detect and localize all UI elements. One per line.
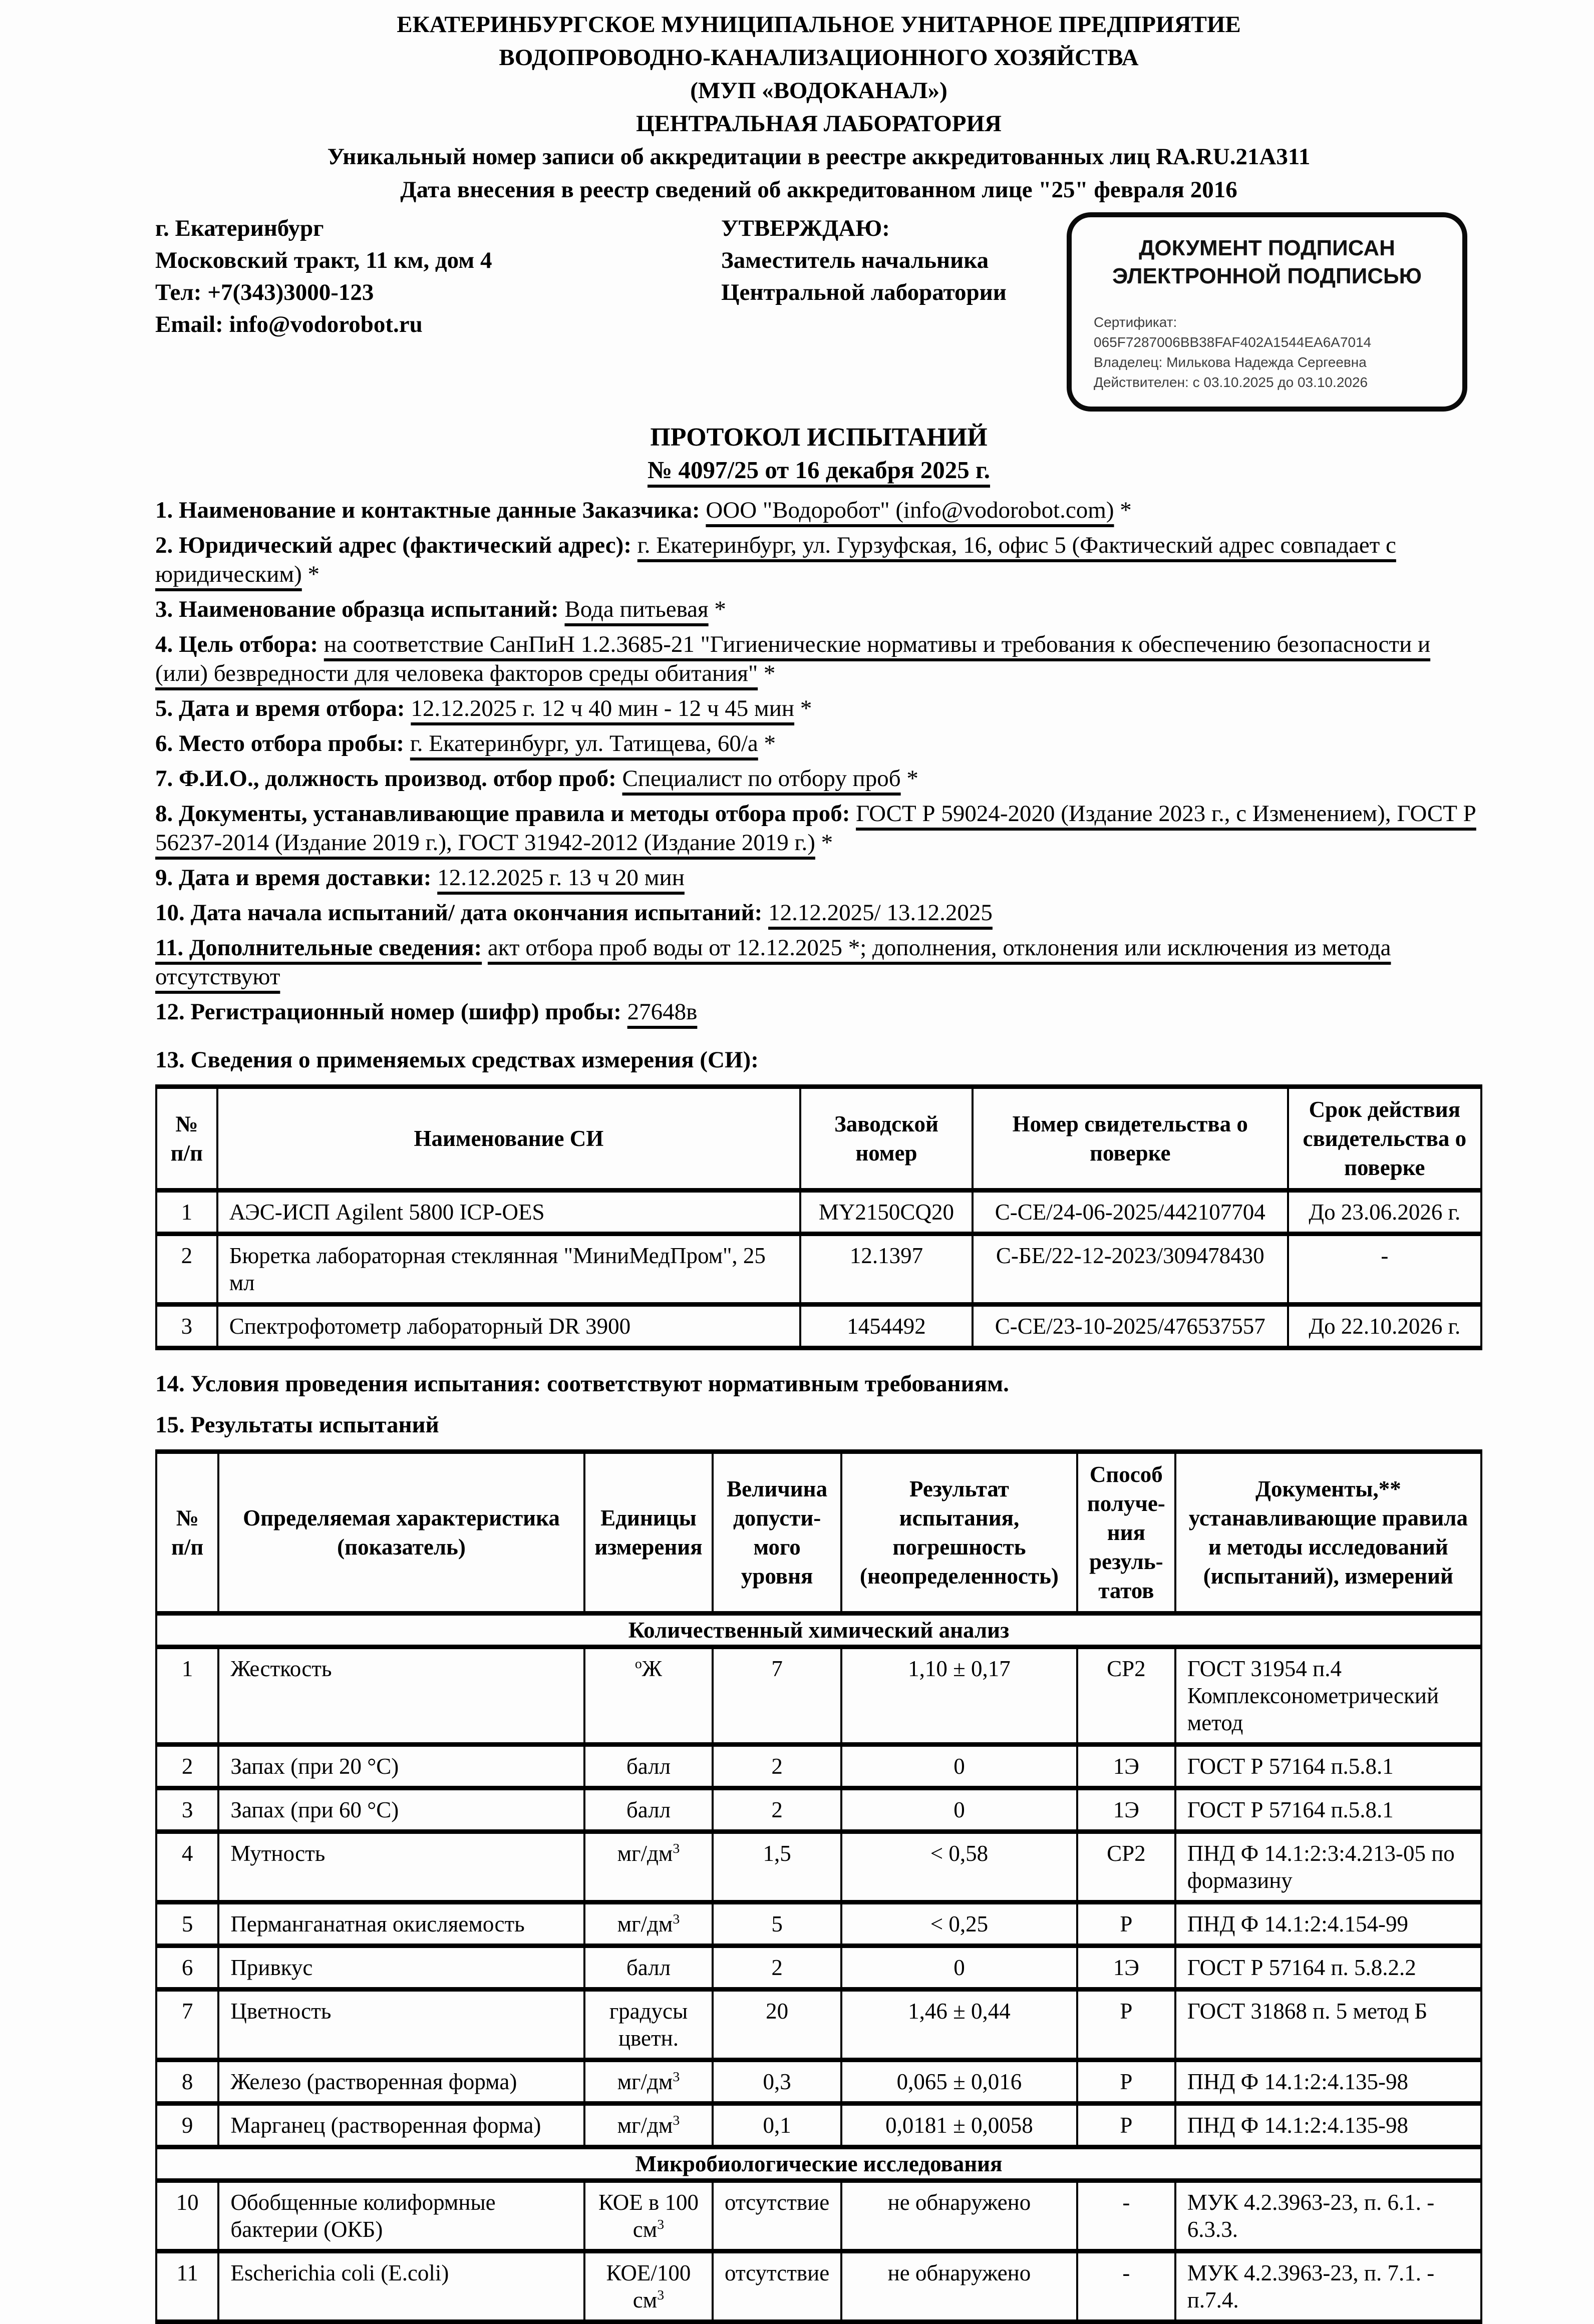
- section-title-chemical: Количественный химический анализ: [156, 1614, 1481, 1647]
- cell-characteristic: Запах (при 20 °С): [218, 1745, 584, 1788]
- cell-num: 8: [156, 2060, 218, 2104]
- cell-unit: балл: [584, 1946, 713, 1990]
- cell-cert-term: До 22.10.2026 г.: [1288, 1305, 1481, 1348]
- item-label: 11. Дополнительные сведения:: [155, 935, 482, 961]
- org-name-line-3: (МУП «ВОДОКАНАЛ»): [690, 78, 947, 104]
- cell-num: 1: [156, 1647, 218, 1745]
- cell-limit: 2: [713, 1745, 841, 1788]
- item-label: 7. Ф.И.О., должность производ. отбор проб:: [155, 765, 616, 792]
- cell-result: 1,10 ± 0,17: [841, 1647, 1077, 1745]
- section-15-heading: 15. Результаты испытаний: [155, 1412, 439, 1438]
- cell-unit: $мг/дм^3$: [584, 1832, 713, 1902]
- table-row: [156, 1788, 1481, 1832]
- table-row: [156, 1234, 1481, 1305]
- cell-limit: отсутствие: [713, 2181, 841, 2251]
- cell-doc: ПНД Ф 14.1:2:3:4.213-05 по формазину: [1175, 1832, 1481, 1902]
- cell-characteristic: Запах (при 60 °С): [218, 1788, 584, 1832]
- item-5-sampling-datetime: [155, 694, 1482, 723]
- cell-num: 5: [156, 1902, 218, 1946]
- item-value: акт отбора проб воды от 12.12.2025 *; дополнения, отклонения или исключения из метода отсутствуют: [155, 935, 1391, 990]
- cell-limit: 20: [713, 1990, 841, 2060]
- approve-word: УТВЕРЖДАЮ:: [721, 215, 890, 241]
- cell-unit: КОЕ/100 $см^3$: [584, 2251, 713, 2322]
- table-row: [156, 1946, 1481, 1990]
- column-header-method: Способ получе-ния резуль-татов: [1077, 1452, 1175, 1614]
- table-row: [156, 1990, 1481, 2060]
- item-value: ООО "Водоробот" (info@vodorobot.com): [706, 497, 1114, 523]
- cell-doc: ПНД Ф 14.1:2:4.135-98: [1175, 2104, 1481, 2147]
- protocol-number-line: [155, 453, 1482, 488]
- cell-method: -: [1077, 2251, 1175, 2322]
- cell-si-name: Спектрофотометр лабораторный DR 3900: [217, 1305, 800, 1348]
- item-star: *: [900, 765, 918, 792]
- item-label: 2. Юридический адрес (фактический адрес):: [155, 532, 631, 558]
- stamp-owner-line: Владелец: Милькова Надежда Сергеевна: [1094, 354, 1367, 370]
- item-3-sample-name: [155, 595, 1482, 624]
- cell-result: < 0,58: [841, 1832, 1077, 1902]
- cell-factory-number: 12.1397: [800, 1234, 973, 1305]
- item-7-sampler-name: [155, 764, 1482, 793]
- cell-unit: $мг/дм^3$: [584, 2060, 713, 2104]
- table-row: [156, 1745, 1481, 1788]
- cell-result: 1,46 ± 0,44: [841, 1990, 1077, 2060]
- column-header-cert-number: Номер свидетельства о поверке: [973, 1087, 1288, 1191]
- stamp-title-line-1: ДОКУМЕНТ ПОДПИСАН: [1139, 236, 1395, 260]
- section-row: [156, 1614, 1481, 1647]
- cell-num: 2: [156, 1745, 218, 1788]
- table-row: [156, 1191, 1481, 1234]
- cell-num: 10: [156, 2181, 218, 2251]
- approval-block: [721, 212, 1067, 308]
- section-row: [156, 2147, 1481, 2181]
- cell-result: < 0,25: [841, 1902, 1077, 1946]
- item-value: г. Екатеринбург, ул. Гурзуфская, 16, офис 5 (Фактический адрес совпадает с юридическим): [155, 532, 1396, 587]
- column-header-factory-number: Заводской номер: [800, 1087, 973, 1191]
- cell-limit: отсутствие: [713, 2251, 841, 2322]
- item-11-additional-info: [155, 933, 1482, 991]
- table-header-row: [156, 1087, 1481, 1191]
- column-header-si-name: Наименование СИ: [217, 1087, 800, 1191]
- protocol-number-value: № 4097/25 от 16 декабря 2025 г.: [647, 456, 991, 484]
- org-name-line-1: ЕКАТЕРИНБУРГСКОЕ МУНИЦИПАЛЬНОЕ УНИТАРНОЕ ПРЕДПРИЯТИЕ: [397, 12, 1241, 38]
- stamp-title: [1094, 234, 1440, 290]
- cell-limit: 0,3: [713, 2060, 841, 2104]
- stamp-certificate-line: Сертификат: 065F7287006BB38FAF402A1544EA6A7014: [1094, 314, 1372, 350]
- cell-num: 2: [156, 1234, 217, 1305]
- cell-unit: $мг/дм^3$: [584, 1902, 713, 1946]
- cell-doc: ГОСТ 31868 п. 5 метод Б: [1175, 1990, 1481, 2060]
- address-street: Московский тракт, 11 км, дом 4: [155, 247, 492, 273]
- item-value: 12.12.2025 г. 13 ч 20 мин: [437, 865, 685, 891]
- cell-method: Р: [1077, 2060, 1175, 2104]
- item-star: *: [794, 695, 812, 721]
- cell-si-name: Бюретка лабораторная стеклянная "МиниМедПром", 25 мл: [217, 1234, 800, 1305]
- laboratory-address-block: [155, 212, 721, 340]
- column-header-num: № п/п: [156, 1087, 217, 1191]
- item-9-delivery-datetime: [155, 863, 1482, 892]
- item-label: 12. Регистрационный номер (шифр) пробы:: [155, 999, 621, 1025]
- item-label: 8. Документы, устанавливающие правила и методы отбора проб:: [155, 801, 850, 827]
- cell-method: СР2: [1077, 1647, 1175, 1745]
- table-row: [156, 1902, 1481, 1946]
- item-label: 5. Дата и время отбора:: [155, 695, 405, 721]
- cell-limit: 1,5: [713, 1832, 841, 1902]
- cell-unit: КОЕ в 100 $см^3$: [584, 2181, 713, 2251]
- table-row: [156, 1832, 1481, 1902]
- accreditation-number-line: Уникальный номер записи об аккредитации в реестре аккредитованных лиц RA.RU.21A311: [327, 144, 1311, 170]
- item-12-registration-number: [155, 997, 1482, 1026]
- cell-num: 7: [156, 1990, 218, 2060]
- cell-num: 11: [156, 2251, 218, 2322]
- cell-characteristic: Обобщенные колиформные бактерии (ОКБ): [218, 2181, 584, 2251]
- table-row: [156, 2181, 1481, 2251]
- cell-doc: МУК 4.2.3963-23, п. 7.1. - п.7.4.: [1175, 2251, 1481, 2322]
- cell-num: 3: [156, 1788, 218, 1832]
- cell-cert-number: С-СЕ/24-06-2025/442107704: [973, 1191, 1288, 1234]
- approver-position-line-1: Заместитель начальника: [721, 247, 989, 273]
- section-14-heading: 14. Условия проведения испытания: соответствуют нормативным требованиям.: [155, 1371, 1009, 1397]
- cell-cert-number: С-СЕ/23-10-2025/476537557: [973, 1305, 1288, 1348]
- protocol-title: ПРОТОКОЛ ИСПЫТАНИЙ: [650, 423, 988, 452]
- item-4-sampling-purpose: [155, 630, 1482, 688]
- cell-doc: ПНД Ф 14.1:2:4.154-99: [1175, 1902, 1481, 1946]
- item-star: *: [815, 830, 833, 856]
- column-header-characteristic: Определяемая характеристика (показатель): [218, 1452, 584, 1614]
- column-header-docs: Документы,** устанавливающие правила и методы исследований (испытаний), измерений: [1175, 1452, 1481, 1614]
- cell-result: не обнаружено: [841, 2181, 1077, 2251]
- item-label: 3. Наименование образца испытаний:: [155, 596, 559, 622]
- test-results-table: [155, 1449, 1482, 2324]
- approver-position-line-2: Центральной лаборатории: [721, 279, 1007, 305]
- item-star: *: [708, 596, 726, 622]
- cell-method: Р: [1077, 1990, 1175, 2060]
- cell-characteristic: Цветность: [218, 1990, 584, 2060]
- item-label: 9. Дата и время доставки:: [155, 865, 432, 891]
- cell-characteristic: Привкус: [218, 1946, 584, 1990]
- cell-factory-number: MY2150CQ20: [800, 1191, 973, 1234]
- item-value: г. Екатеринбург, ул. Татищева, 60/а: [410, 730, 758, 756]
- item-value: 12.12.2025/ 13.12.2025: [768, 900, 993, 926]
- column-header-unit: Единицы измерения: [584, 1452, 713, 1614]
- electronic-signature-stamp: [1067, 212, 1467, 412]
- cell-result: 0,0181 ± 0,0058: [841, 2104, 1077, 2147]
- stamp-title-line-2: ЭЛЕКТРОННОЙ ПОДПИСЬЮ: [1112, 264, 1422, 288]
- document-header: [155, 8, 1482, 206]
- column-header-num: № п/п: [156, 1452, 218, 1614]
- section-13-heading: 13. Сведения о применяемых средствах измерения (СИ):: [155, 1047, 759, 1073]
- cell-limit: 2: [713, 1788, 841, 1832]
- column-header-limit: Величина допусти-мого уровня: [713, 1452, 841, 1614]
- item-star: *: [758, 660, 776, 686]
- cell-unit: балл: [584, 1745, 713, 1788]
- cell-cert-term: До 23.06.2026 г.: [1288, 1191, 1481, 1234]
- table-row: [156, 1647, 1481, 1745]
- cell-result: 0: [841, 1745, 1077, 1788]
- cell-limit: 0,1: [713, 2104, 841, 2147]
- cell-limit: 7: [713, 1647, 841, 1745]
- item-2-legal-address: [155, 531, 1482, 589]
- registry-date-line: Дата внесения в реестр сведений об аккредитованном лице "25" февраля 2016: [400, 177, 1237, 203]
- table-row: [156, 1305, 1481, 1348]
- cell-doc: МУК 4.2.3963-23, п. 6.1. - 6.3.3.: [1175, 2181, 1481, 2251]
- cell-limit: 2: [713, 1946, 841, 1990]
- item-label: 4. Цель отбора:: [155, 631, 318, 657]
- address-phone: Тел: +7(343)3000-123: [155, 279, 374, 305]
- cell-cert-number: С-БЕ/22-12-2023/309478430: [973, 1234, 1288, 1305]
- cell-result: 0,065 ± 0,016: [841, 2060, 1077, 2104]
- cell-result: 0: [841, 1946, 1077, 1990]
- item-10-test-dates: [155, 898, 1482, 927]
- cell-method: -: [1077, 2181, 1175, 2251]
- stamp-validity-line: Действителен: с 03.10.2025 до 03.10.2026: [1094, 374, 1368, 390]
- cell-num: 3: [156, 1305, 217, 1348]
- item-1-customer: [155, 496, 1482, 525]
- cell-characteristic: Жесткость: [218, 1647, 584, 1745]
- item-value: 12.12.2025 г. 12 ч 40 мин - 12 ч 45 мин: [411, 695, 795, 721]
- cell-characteristic: Марганец (растворенная форма): [218, 2104, 584, 2147]
- item-label: 6. Место отбора пробы:: [155, 730, 405, 756]
- table-row: [156, 2060, 1481, 2104]
- item-label: 1. Наименование и контактные данные Заказчика:: [155, 497, 700, 523]
- item-value: ГОСТ Р 59024-2020 (Издание 2023 г., с Изменением), ГОСТ Р 56237-2014 (Издание 2019 г.), ГОСТ 31942-2012 (Издание 2019 г.): [155, 801, 1476, 856]
- protocol-heading: [155, 423, 1482, 488]
- item-value: Вода питьевая: [564, 596, 709, 622]
- measuring-instruments-table: [155, 1084, 1482, 1350]
- cell-characteristic: Железо (растворенная форма): [218, 2060, 584, 2104]
- cell-unit: балл: [584, 1788, 713, 1832]
- cell-result: не обнаружено: [841, 2251, 1077, 2322]
- org-name-line-2: ВОДОПРОВОДНО-КАНАЛИЗАЦИОННОГО ХОЗЯЙСТВА: [499, 45, 1139, 71]
- cell-method: Р: [1077, 2104, 1175, 2147]
- item-value: на соответствие СанПиН 1.2.3685-21 "Гигиенические нормативы и требования к обеспечению безопасности и (или) безвредности для человека факторов среды обитания": [155, 631, 1431, 686]
- stamp-details: [1094, 312, 1440, 393]
- column-header-cert-term: Срок действия свидетельства о поверке: [1288, 1087, 1481, 1191]
- cell-method: 1Э: [1077, 1788, 1175, 1832]
- cell-num: 6: [156, 1946, 218, 1990]
- item-star: *: [1114, 497, 1132, 523]
- table-row: [156, 2104, 1481, 2147]
- item-label: 10. Дата начала испытаний/ дата окончания испытаний:: [155, 900, 763, 926]
- cell-num: 4: [156, 1832, 218, 1902]
- cell-method: СР2: [1077, 1832, 1175, 1902]
- cell-result: 0: [841, 1788, 1077, 1832]
- table-header-row: [156, 1452, 1481, 1614]
- section-title-microbiology: Микробиологические исследования: [156, 2147, 1481, 2181]
- column-header-result: Результат испытания, погрешность (неопределенность): [841, 1452, 1077, 1614]
- cell-characteristic: Escherichia coli (E.coli): [218, 2251, 584, 2322]
- item-8-sampling-methods-docs: [155, 799, 1482, 857]
- cell-num: 9: [156, 2104, 218, 2147]
- cell-doc: ПНД Ф 14.1:2:4.135-98: [1175, 2060, 1481, 2104]
- cell-num: 1: [156, 1191, 217, 1234]
- cell-doc: ГОСТ Р 57164 п.5.8.1: [1175, 1745, 1481, 1788]
- cell-characteristic: Мутность: [218, 1832, 584, 1902]
- protocol-items: [155, 496, 1482, 1026]
- cell-method: 1Э: [1077, 1745, 1175, 1788]
- info-row: [155, 212, 1482, 412]
- cell-limit: 5: [713, 1902, 841, 1946]
- cell-cert-term: -: [1288, 1234, 1481, 1305]
- item-star: *: [758, 730, 776, 756]
- cell-doc: ГОСТ Р 57164 п. 5.8.2.2: [1175, 1946, 1481, 1990]
- item-value: Специалист по отбору проб: [622, 765, 901, 792]
- cell-doc: ГОСТ 31954 п.4 Комплексонометрический метод: [1175, 1647, 1481, 1745]
- table-row: [156, 2251, 1481, 2322]
- cell-unit: градусы цветн.: [584, 1990, 713, 2060]
- item-star: *: [301, 561, 320, 587]
- address-city: г. Екатеринбург: [155, 215, 324, 241]
- cell-doc: ГОСТ Р 57164 п.5.8.1: [1175, 1788, 1481, 1832]
- cell-unit: $мг/дм^3$: [584, 2104, 713, 2147]
- cell-factory-number: 1454492: [800, 1305, 973, 1348]
- item-6-sampling-place: [155, 729, 1482, 758]
- cell-method: Р: [1077, 1902, 1175, 1946]
- cell-method: 1Э: [1077, 1946, 1175, 1990]
- item-value: 27648в: [627, 999, 698, 1025]
- cell-unit: $^о$Ж: [584, 1647, 713, 1745]
- address-email: Email: info@vodorobot.ru: [155, 311, 423, 337]
- cell-si-name: АЭС-ИСП Agilent 5800 ICP-OES: [217, 1191, 800, 1234]
- org-name-line-4: ЦЕНТРАЛЬНАЯ ЛАБОРАТОРИЯ: [635, 111, 1002, 137]
- cell-characteristic: Перманганатная окисляемость: [218, 1902, 584, 1946]
